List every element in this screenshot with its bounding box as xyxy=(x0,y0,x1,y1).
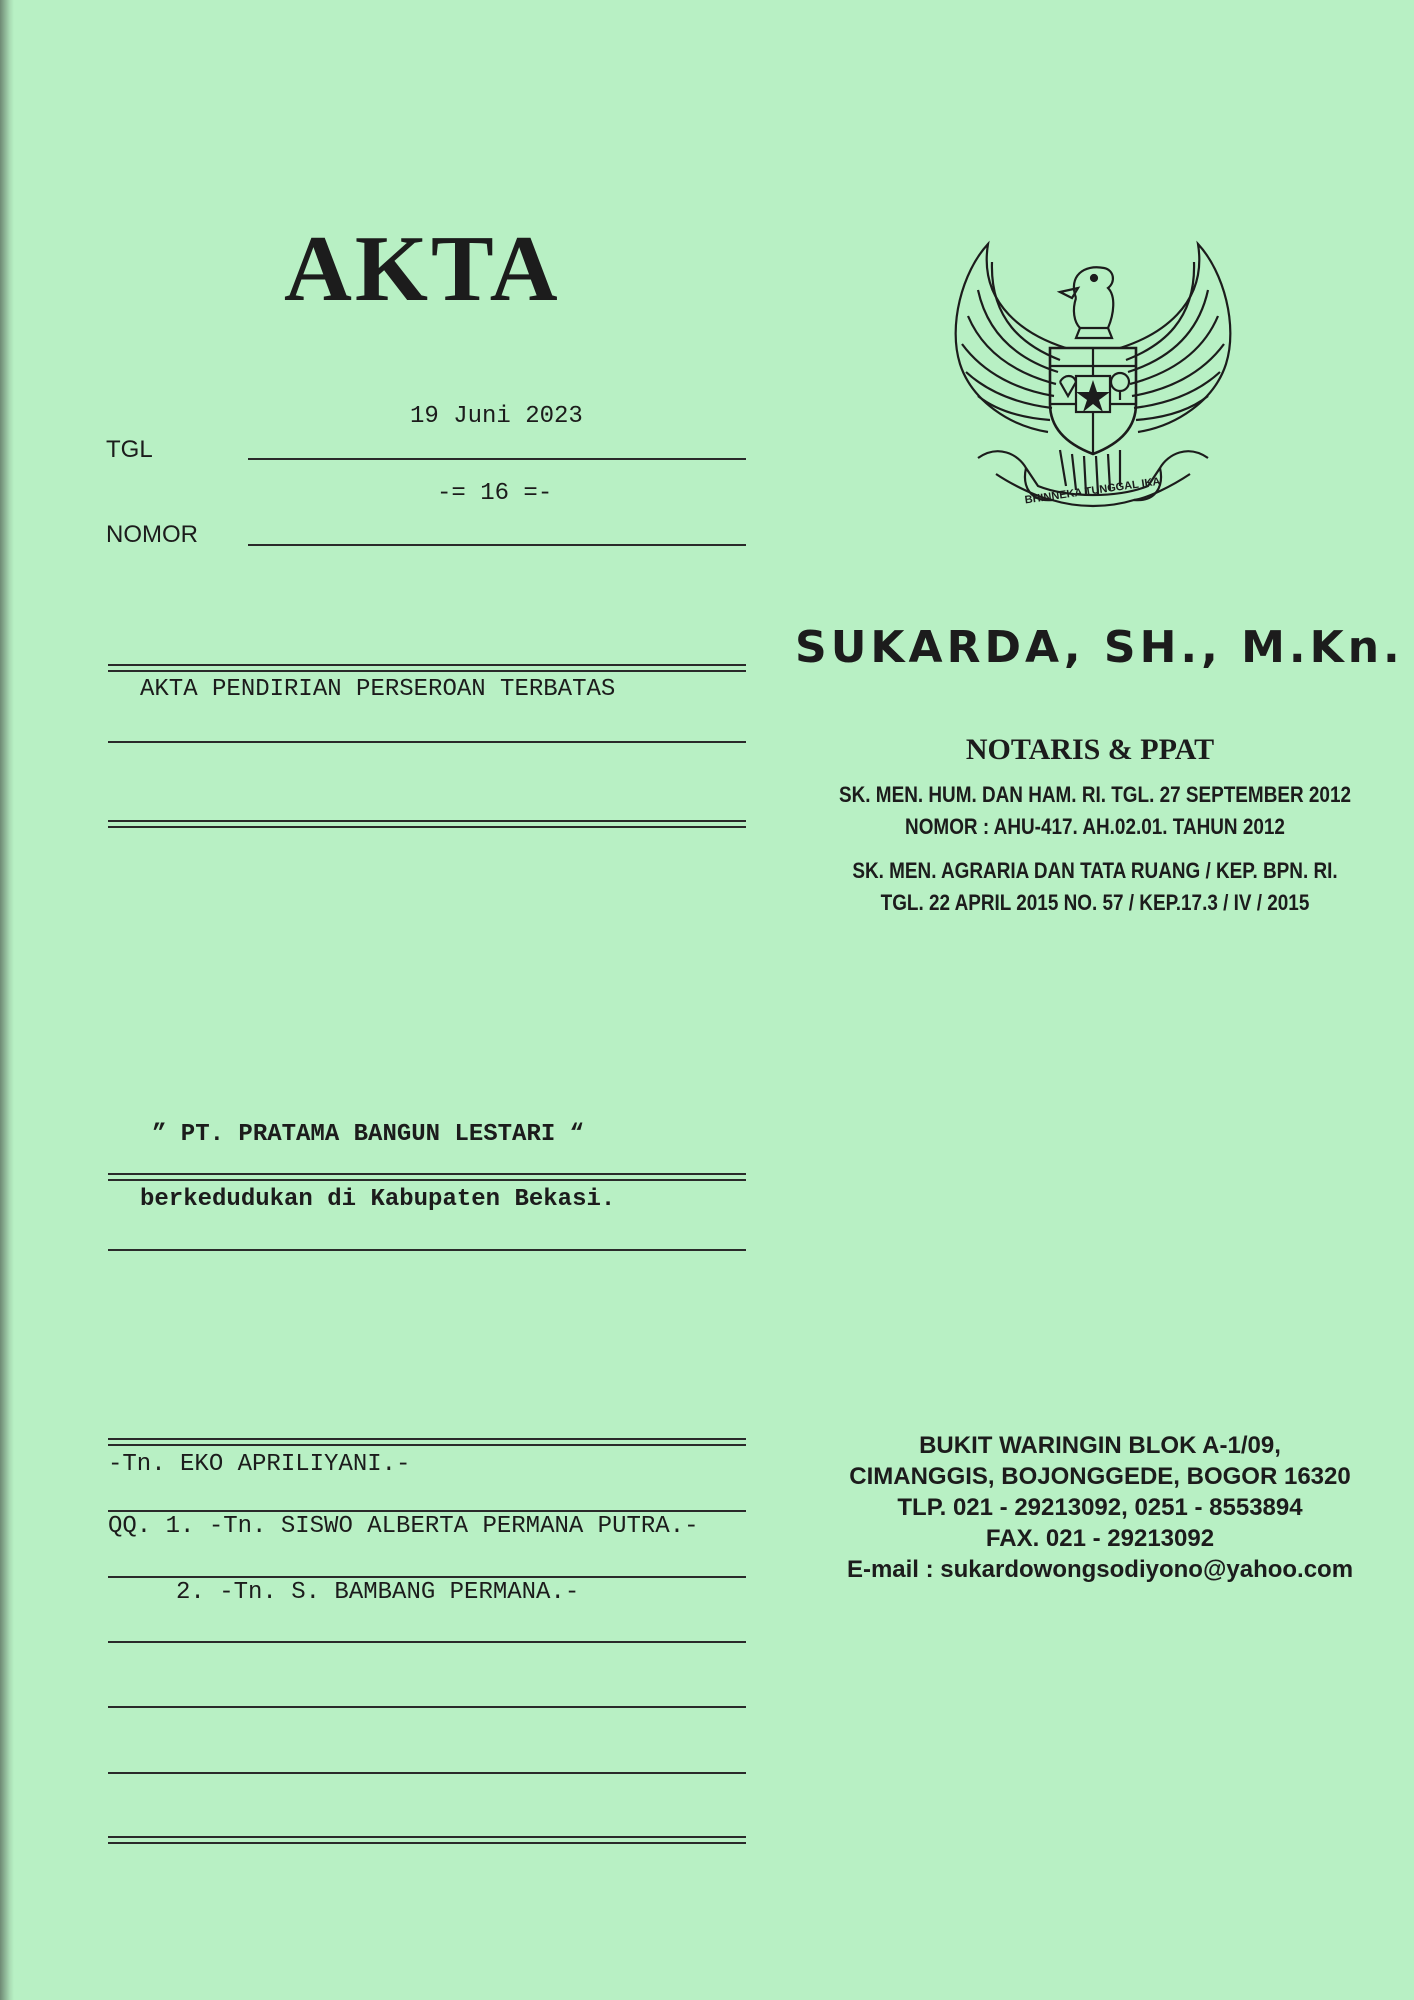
date-line xyxy=(248,458,746,460)
garuda-pancasila-seal xyxy=(948,236,1238,536)
domicile: berkedudukan di Kabupaten Bekasi. xyxy=(140,1186,616,1213)
party-qq-2: 2. -Tn. S. BAMBANG PERMANA.- xyxy=(176,1579,580,1606)
blank-line xyxy=(108,1510,746,1512)
email-line: E-mail : sukardowongsodiyono@yahoo.com xyxy=(846,1556,1354,1583)
blank-line xyxy=(108,1576,746,1578)
phone-line: TLP. 021 - 29213092, 0251 - 8553894 xyxy=(897,1494,1303,1521)
party-qq-1: QQ. 1. -Tn. SISWO ALBERTA PERMANA PUTRA.- xyxy=(108,1513,699,1540)
sk-line: SK. MEN. AGRARIA DAN TATA RUANG / KEP. BPN. RI. xyxy=(852,858,1338,883)
notary-title: NOTARIS & PPAT xyxy=(965,733,1215,766)
number-line xyxy=(248,544,746,546)
notary-name: SUKARDA, SH., M.Kn. xyxy=(795,622,1404,673)
date-label: TGL xyxy=(106,436,153,463)
sk-line: SK. MEN. HUM. DAN HAM. RI. TGL. 27 SEPTEMBER 2012 xyxy=(839,782,1351,807)
section-divider xyxy=(108,1836,746,1844)
date-value: 19 Juni 2023 xyxy=(410,403,583,430)
blank-line xyxy=(108,741,746,743)
section-divider xyxy=(108,820,746,828)
number-value: -= 16 =- xyxy=(437,480,553,507)
fax-line: FAX. 021 - 29213092 xyxy=(985,1525,1215,1552)
cover-edge-shadow xyxy=(0,0,14,2000)
number-label: NOMOR xyxy=(106,521,198,548)
sk-line: NOMOR : AHU-417. AH.02.01. TAHUN 2012 xyxy=(905,814,1285,839)
company-name: ” PT. PRATAMA BANGUN LESTARI “ xyxy=(152,1121,585,1148)
blank-line xyxy=(108,1772,746,1774)
party-primary: -Tn. EKO APRILIYANI.- xyxy=(108,1451,411,1478)
akta-type: AKTA PENDIRIAN PERSEROAN TERBATAS xyxy=(140,676,616,703)
section-divider xyxy=(108,1173,746,1181)
section-divider xyxy=(108,1438,746,1446)
document-title: AKTA xyxy=(284,217,561,321)
address-line: CIMANGGIS, BOJONGGEDE, BOGOR 16320 xyxy=(849,1463,1351,1490)
sk-line: TGL. 22 APRIL 2015 NO. 57 / KEP.17.3 / IV / 2015 xyxy=(880,890,1310,915)
address-line: BUKIT WARINGIN BLOK A-1/09, xyxy=(919,1432,1281,1459)
section-divider xyxy=(108,664,746,672)
blank-line xyxy=(108,1249,746,1251)
blank-line xyxy=(108,1641,746,1643)
blank-line xyxy=(108,1706,746,1708)
seal-motto: BHINNEKA TUNGGAL IKA xyxy=(1023,475,1162,507)
